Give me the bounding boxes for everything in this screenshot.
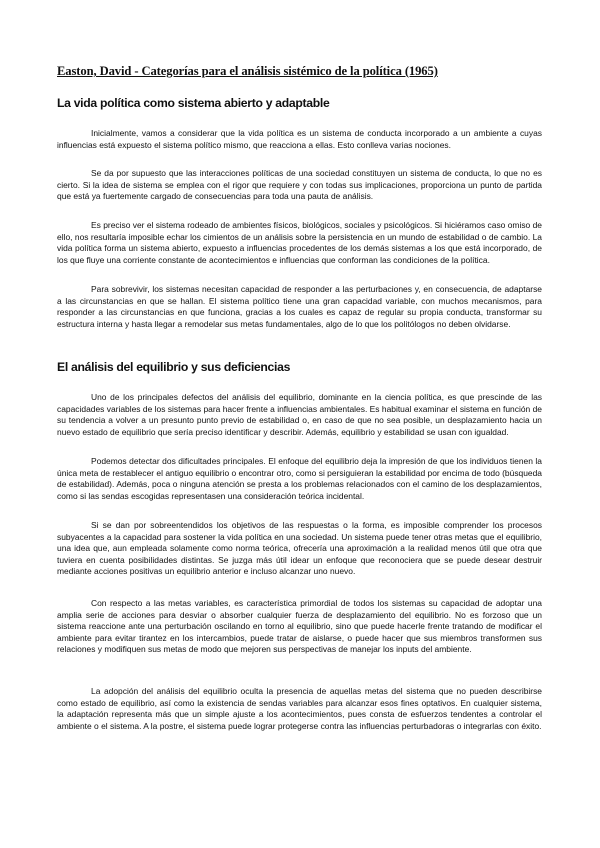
- paragraph: Inicialmente, vamos a considerar que la vida política es un sistema de conducta incorporado a un ambiente a cuyas influencias está expuesto el sistema político mismo, que reacciona a ellas. Esto conlleva varias nociones.: [57, 128, 542, 150]
- paragraph: La adopción del análisis del equilibrio oculta la presencia de aquellas metas del sistema que no pueden describirse como estado de equilibrio, así como la existencia de sendas variables para alcanzar esos fines optativos. En cualquier sistema, la adaptación representa más que un simple ajuste a los acontecimientos, pues consta de esfuerzos tendentes a controlar el ambiente o el sistema. A la postre, el sistema puede lograr protegerse contra las influencias perturbadoras o integrarlas con éxito.: [57, 686, 542, 731]
- paragraph: Uno de los principales defectos del análisis del equilibrio, dominante en la ciencia política, es que prescinde de las capacidades variables de los sistemas para hacer frente a influencias ambientales. Es habitual examinar el sistema en función de su tendencia a volver a un presunto punto previo de estabilidad o, en caso de que no sea posible, un desplazamiento hacia un nuevo estado de equilibrio que sería preciso identificar y describir. Además, equilibrio y estabilidad se usan con igualdad.: [57, 392, 542, 437]
- paragraph: Es preciso ver el sistema rodeado de ambientes físicos, biológicos, sociales y psicológicos. Si hiciéramos caso omiso de ello, nos resultaría imposible echar los cimientos de un análisis sobre la persistencia en un mundo de estabilidad o de cambio. La vida política forma un sistema abierto, expuesto a influencias procedentes de los demás sistemas a los que está incorporado, de los que fluye una corriente constante de acontecimientos e influencias que conforman las condiciones de la política.: [57, 220, 542, 265]
- paragraph: Podemos detectar dos dificultades principales. El enfoque del equilibrio deja la impresión de que los individuos tienen la única meta de restablecer el antiguo equilibrio o encontrar otro, como si persiguieran la estabilidad por encima de todo (búsqueda de estabilidad). Además, poca o ninguna atención se presta a los problemas relacionados con el camino de los desplazamientos, como si las sendas escogidas representasen una consideración teórica incidental.: [57, 456, 542, 501]
- paragraph: Para sobrevivir, los sistemas necesitan capacidad de responder a las perturbaciones y, en consecuencia, de adaptarse a las circunstancias en que se hallan. El sistema político tiene una gran capacidad variable, con muchos mecanismos, para responder a las circunstancias en que funciona, gracias a los cuales es capaz de regular su propia conducta, transformar su estructura interna y hasta llegar a remodelar sus metas fundamentales, algo de lo que los politólogos no deben olvidarse.: [57, 284, 542, 329]
- paragraph: Con respecto a las metas variables, es característica primordial de todos los sistemas su capacidad de adoptar una amplia serie de acciones para desviar o absorber cualquier fuerza de desplazamiento del equilibrio. No es forzoso que un sistema reaccione ante una perturbación oscilando en torno al equilibrio, sino que puede hacerle frente tratando de modificar el ambiente para evitar tirantez en los intercambios, puede tratar de aislarse, o puede hacer que sus miembros transformen sus relaciones y modifiquen sus metas de modo que mejoren sus perspectivas de manejar los inputs del ambiente.: [57, 598, 542, 654]
- paragraph: Se da por supuesto que las interacciones políticas de una sociedad constituyen un sistema de conducta, lo que no es cierto. Si la idea de sistema se emplea con el rigor que requiere y con todas sus implicaciones, proporciona un punto de partida que está ya fuertemente cargado de consecuencias para toda una pauta de análisis.: [57, 168, 542, 201]
- section-heading: El análisis del equilibrio y sus deficiencias: [57, 360, 291, 374]
- document-title: Easton, David - Categorías para el análisis sistémico de la política (1965): [57, 64, 438, 78]
- paragraph: Si se dan por sobreentendidos los objetivos de las respuestas o la forma, es imposible comprender los procesos subyacentes a la capacidad para sostener la vida política en una sociedad. Un sistema puede tener otras metas que el equilibrio, una idea que, aun empleada solamente como norma teórica, ofrecería una aproximación a la realidad menos útil que otra que tuviera en cuenta posibilidades distintas. Se juzga más útil idear un enfoque que reconociera que se puede desear destruir mediante acciones positivas un equilibrio anterior e incluso alcanzar uno nuevo.: [57, 520, 542, 576]
- section-heading: La vida política como sistema abierto y adaptable: [57, 96, 330, 110]
